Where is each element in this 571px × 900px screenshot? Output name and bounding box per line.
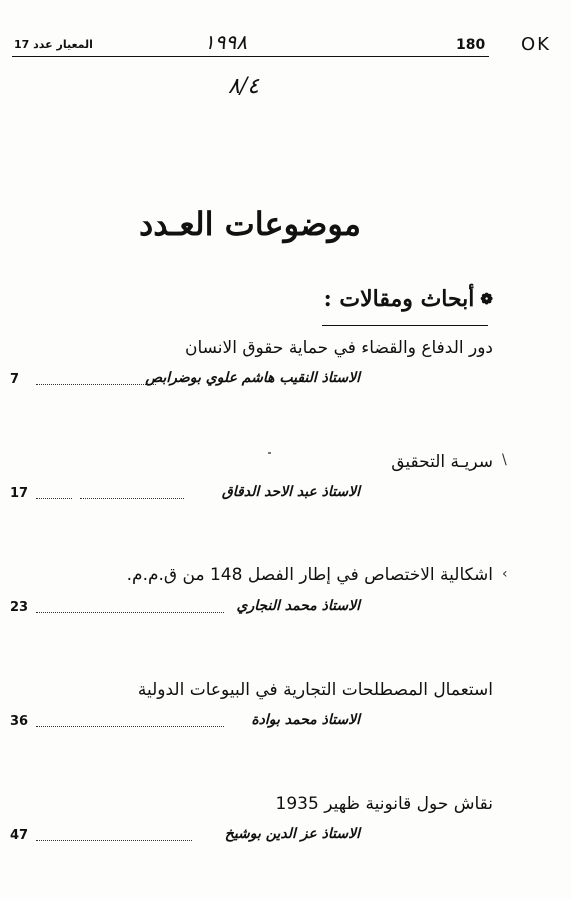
article-page-number: 47 [10,828,29,843]
header-rule [12,56,489,57]
dot-leader [80,498,184,499]
section-heading-text: أبحاث ومقالات : [323,286,475,312]
margin-tick-mark: \ [502,452,507,468]
article-author: الاستاذ النقيب هاشم علوي بوضرابص [145,370,360,386]
article-title: سريـة التحقيق [391,452,493,472]
dot-leader [36,612,224,613]
scan-speck [268,452,271,454]
dot-leader [36,840,192,841]
margin-tick-mark: ‹ [502,566,508,582]
article-title: اشكالية الاختصاص في إطار الفصل 148 من ق.م.م. [126,565,493,585]
article-title: استعمال المصطلحات التجارية في البيوعات الدولية [137,680,493,700]
section-underline [322,325,488,326]
author-line [10,826,360,848]
handwritten-year: ١٩٩٨ [204,30,247,54]
flower-icon: ❁ [480,290,493,308]
section-heading [324,286,493,312]
article-page-number: 23 [10,600,29,615]
article-title: نقاش حول قانونية ظهير 1935 [275,794,493,814]
handwritten-mark: ٨/٤ [228,74,260,99]
article-page-number: 36 [10,714,29,729]
dot-leader [36,726,224,727]
article-author: الاستاذ عبد الاحد الدقاق [221,484,360,500]
page-number: 180 [456,37,486,53]
article-author: الاستاذ محمد بوادة [251,712,360,728]
journal-running-head: المعيار عدد 17 [14,38,93,51]
handwritten-ok-note: OK [521,34,551,55]
dot-leader [36,498,72,499]
article-page-number: 7 [10,372,20,387]
author-line [10,484,360,506]
author-line [10,712,360,734]
dot-leader [36,384,156,385]
author-line [10,598,360,620]
page-title: موضوعات العـدد [139,205,361,243]
article-author: الاستاذ عز الدين بوشيخ [224,826,360,842]
article-title: دور الدفاع والقضاء في حماية حقوق الانسان [184,338,493,358]
author-line [10,370,360,392]
article-page-number: 17 [10,486,29,501]
article-author: الاستاذ محمد النجاري [236,598,360,614]
